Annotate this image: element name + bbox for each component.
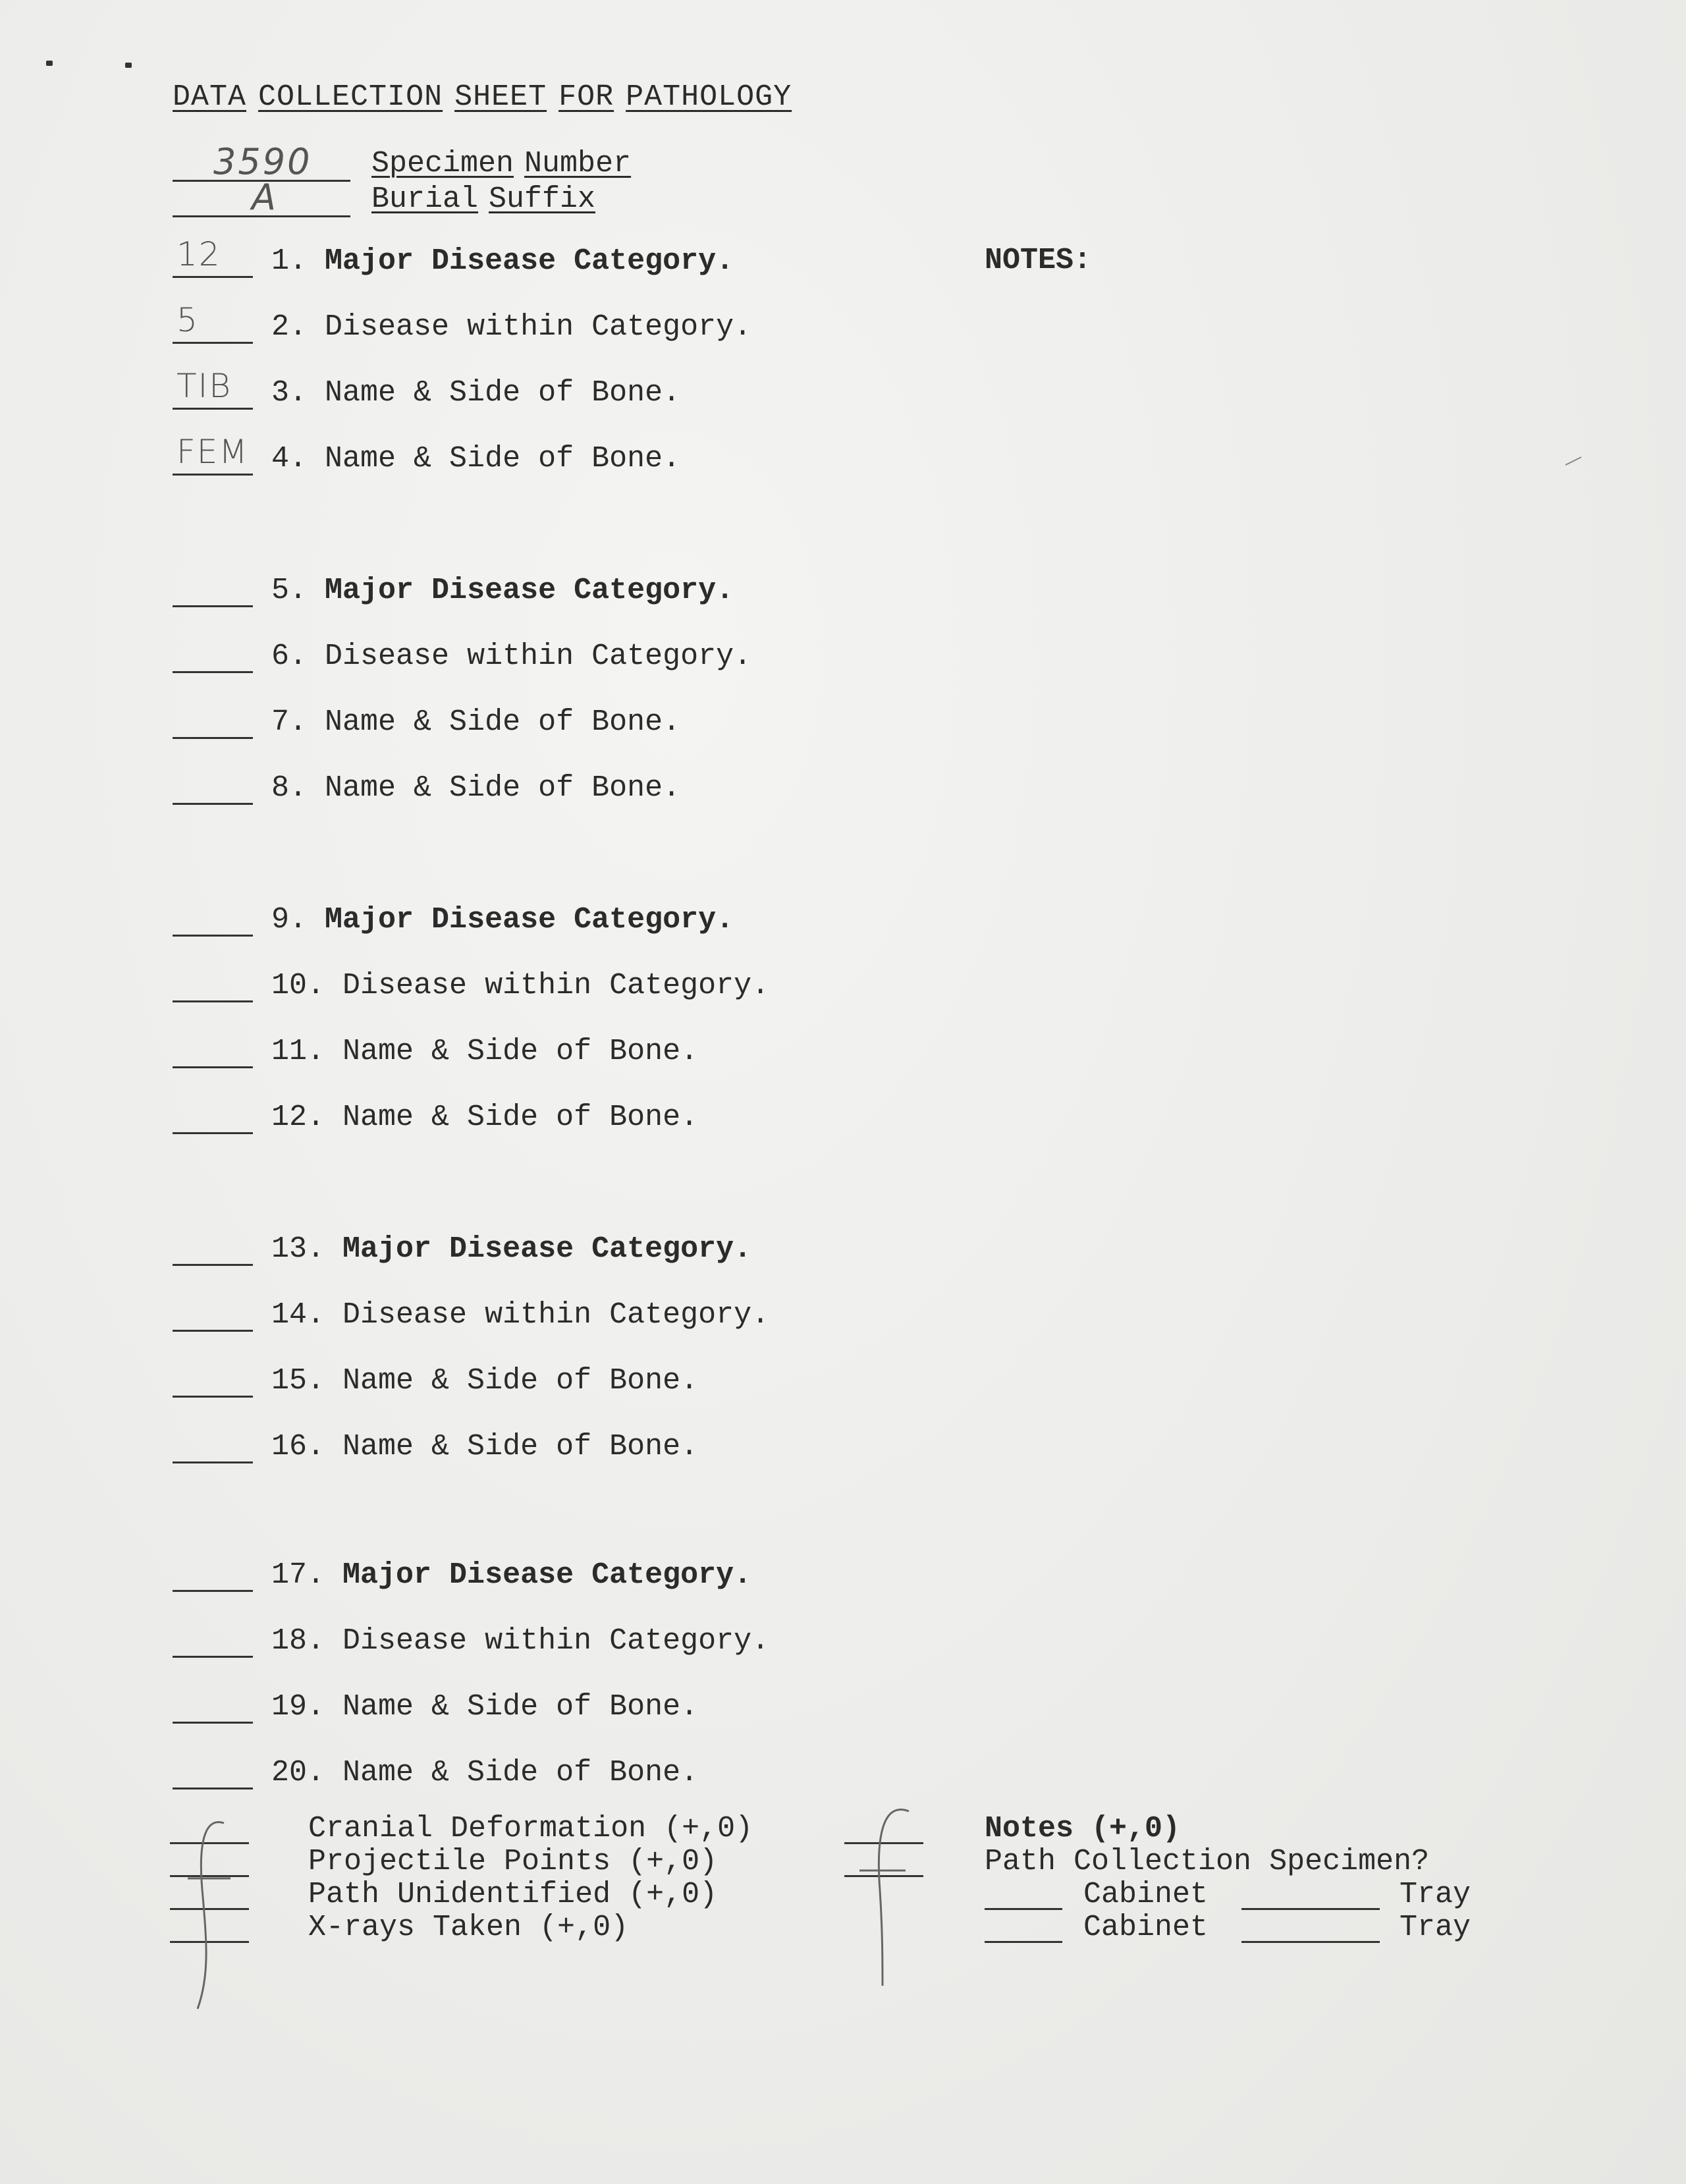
item-11-label: [271, 1035, 698, 1068]
left-flag-4-label: X-rays Taken (+,0): [308, 1911, 629, 1944]
item-number: 12.: [271, 1101, 325, 1134]
left-flag-row-2: [170, 1845, 829, 1880]
item-11-field[interactable]: [173, 1066, 253, 1068]
item-12-label: [271, 1101, 698, 1134]
cabinet-2-field[interactable]: [985, 1941, 1062, 1943]
corner-mark: [46, 61, 53, 66]
item-19-label: [271, 1690, 698, 1724]
stray-mark: [1564, 454, 1584, 468]
corner-mark: [125, 63, 132, 68]
item-12-field[interactable]: [173, 1132, 253, 1134]
tray-2-label: Tray: [1400, 1911, 1471, 1944]
item-row-8: [173, 771, 963, 810]
item-row-11: [173, 1034, 963, 1074]
item-7-label: [271, 705, 680, 739]
item-number: 7.: [271, 705, 308, 739]
tray-2-field[interactable]: [1241, 1941, 1380, 1943]
item-label-text: Name & Side of Bone.: [325, 771, 681, 805]
item-label-text: Name & Side of Bone.: [342, 1690, 699, 1724]
item-number: 17.: [271, 1558, 325, 1592]
item-8-label: [271, 771, 680, 805]
cabinet-1-field[interactable]: [985, 1908, 1062, 1910]
path-collection-label: Path Collection Specimen?: [985, 1845, 1430, 1878]
item-8-field[interactable]: [173, 803, 253, 805]
item-3-value: TIB: [177, 367, 232, 405]
item-20-field[interactable]: [173, 1788, 253, 1789]
item-row-4: [173, 433, 963, 481]
handwritten-mark-right: [856, 1805, 915, 1989]
burial-suffix-value: A: [252, 177, 276, 218]
item-row-5: [173, 573, 963, 613]
item-7-field[interactable]: [173, 737, 253, 739]
item-4-label: [271, 442, 680, 476]
item-2-field[interactable]: [173, 301, 253, 344]
item-number: 11.: [271, 1035, 325, 1068]
item-number: 10.: [271, 969, 325, 1002]
item-17-field[interactable]: [173, 1590, 253, 1592]
notes-flag-label: Notes (+,0): [985, 1812, 1181, 1845]
item-number: 1.: [271, 244, 308, 278]
item-number: 13.: [271, 1232, 325, 1266]
item-label-text: Disease within Category.: [342, 1624, 770, 1658]
left-flag-1-label: Cranial Deformation (+,0): [308, 1812, 753, 1845]
item-label-text: Major Disease Category.: [325, 244, 734, 278]
item-13-label: [271, 1232, 751, 1266]
burial-suffix-field[interactable]: [173, 177, 350, 218]
item-row-14: [173, 1297, 963, 1337]
item-number: 19.: [271, 1690, 325, 1724]
item-label-text: Name & Side of Bone.: [325, 705, 681, 739]
item-label-text: Name & Side of Bone.: [342, 1430, 699, 1463]
left-flag-row-3: [170, 1878, 829, 1913]
item-row-19: [173, 1689, 963, 1729]
item-17-label: [271, 1558, 751, 1592]
item-number: 16.: [271, 1430, 325, 1463]
item-label-text: Name & Side of Bone.: [342, 1035, 699, 1068]
item-row-7: [173, 705, 963, 744]
item-6-label: [271, 640, 751, 673]
item-number: 4.: [271, 442, 308, 476]
item-number: 8.: [271, 771, 308, 805]
item-row-2: [173, 301, 963, 349]
item-9-field[interactable]: [173, 935, 253, 937]
notes-heading: NOTES:: [985, 244, 1092, 277]
item-row-12: [173, 1100, 963, 1139]
left-flag-2-label: Projectile Points (+,0): [308, 1845, 718, 1878]
cabinet-tray-row-2: [985, 1911, 1511, 1946]
tray-1-field[interactable]: [1241, 1908, 1380, 1910]
item-row-15: [173, 1363, 963, 1403]
item-18-label: [271, 1624, 769, 1658]
item-label-text: Major Disease Category.: [342, 1558, 752, 1592]
item-number: 15.: [271, 1364, 325, 1398]
item-3-label: [271, 376, 680, 410]
item-4-field[interactable]: [173, 433, 253, 476]
item-2-value: 5: [177, 301, 199, 339]
item-label-text: Disease within Category.: [325, 310, 752, 344]
burial-suffix-label: Burial Suffix: [371, 182, 596, 216]
item-1-value: 12: [177, 235, 221, 273]
cabinet-tray-row-1: [985, 1878, 1511, 1913]
item-4-value: FEM: [177, 433, 249, 471]
item-number: 18.: [271, 1624, 325, 1658]
item-10-label: [271, 969, 769, 1002]
item-row-1: [173, 235, 963, 283]
item-10-field[interactable]: [173, 1000, 253, 1002]
cabinet-1-label: Cabinet: [1083, 1878, 1209, 1911]
item-row-16: [173, 1429, 963, 1469]
item-row-9: [173, 902, 963, 942]
item-row-18: [173, 1624, 963, 1663]
item-label-text: Major Disease Category.: [342, 1232, 752, 1266]
notes-flag-row: [844, 1813, 1503, 1847]
item-14-field[interactable]: [173, 1330, 253, 1332]
item-18-field[interactable]: [173, 1656, 253, 1658]
item-5-label: [271, 574, 734, 607]
item-number: 20.: [271, 1756, 325, 1789]
item-20-label: [271, 1756, 698, 1789]
item-row-3: [173, 367, 963, 415]
item-number: 2.: [271, 310, 308, 344]
item-label-text: Name & Side of Bone.: [342, 1364, 699, 1398]
specimen-number-label: Specimen Number: [371, 147, 632, 180]
item-row-17: [173, 1558, 963, 1597]
left-flag-row-4: [170, 1911, 829, 1946]
left-flag-row-1: [170, 1813, 829, 1847]
handwritten-mark-left: [184, 1818, 237, 2015]
item-number: 9.: [271, 903, 308, 937]
specimen-number-value: 3590: [213, 141, 312, 182]
item-label-text: Name & Side of Bone.: [325, 376, 681, 410]
item-3-field[interactable]: [173, 367, 253, 410]
item-row-10: [173, 968, 963, 1008]
item-number: 3.: [271, 376, 308, 410]
item-1-field[interactable]: [173, 235, 253, 278]
item-16-field[interactable]: [173, 1461, 253, 1463]
path-collection-row: [844, 1845, 1503, 1880]
item-19-field[interactable]: [173, 1722, 253, 1724]
item-row-6: [173, 639, 963, 678]
left-flag-3-label: Path Unidentified (+,0): [308, 1878, 718, 1911]
item-16-label: [271, 1430, 698, 1463]
item-number: 5.: [271, 574, 308, 607]
item-label-text: Major Disease Category.: [325, 574, 734, 607]
item-5-field[interactable]: [173, 605, 253, 607]
item-number: 14.: [271, 1298, 325, 1332]
item-label-text: Disease within Category.: [325, 640, 752, 673]
item-6-field[interactable]: [173, 671, 253, 673]
item-label-text: Disease within Category.: [342, 1298, 770, 1332]
item-row-13: [173, 1232, 963, 1271]
item-number: 6.: [271, 640, 308, 673]
tray-1-label: Tray: [1400, 1878, 1471, 1911]
item-label-text: Name & Side of Bone.: [342, 1101, 699, 1134]
cabinet-2-label: Cabinet: [1083, 1911, 1209, 1944]
item-1-label: [271, 244, 734, 278]
page-title: DATA COLLECTION SHEET FOR PATHOLOGY: [173, 80, 792, 114]
item-label-text: Name & Side of Bone.: [325, 442, 681, 476]
item-14-label: [271, 1298, 769, 1332]
item-9-label: [271, 903, 734, 937]
item-15-label: [271, 1364, 698, 1398]
item-row-20: [173, 1755, 963, 1795]
burial-suffix-row: [173, 177, 831, 218]
item-2-label: [271, 310, 751, 344]
item-13-field[interactable]: [173, 1264, 253, 1266]
item-label-text: Major Disease Category.: [325, 903, 734, 937]
item-15-field[interactable]: [173, 1396, 253, 1398]
item-label-text: Disease within Category.: [342, 969, 770, 1002]
item-label-text: Name & Side of Bone.: [342, 1756, 699, 1789]
